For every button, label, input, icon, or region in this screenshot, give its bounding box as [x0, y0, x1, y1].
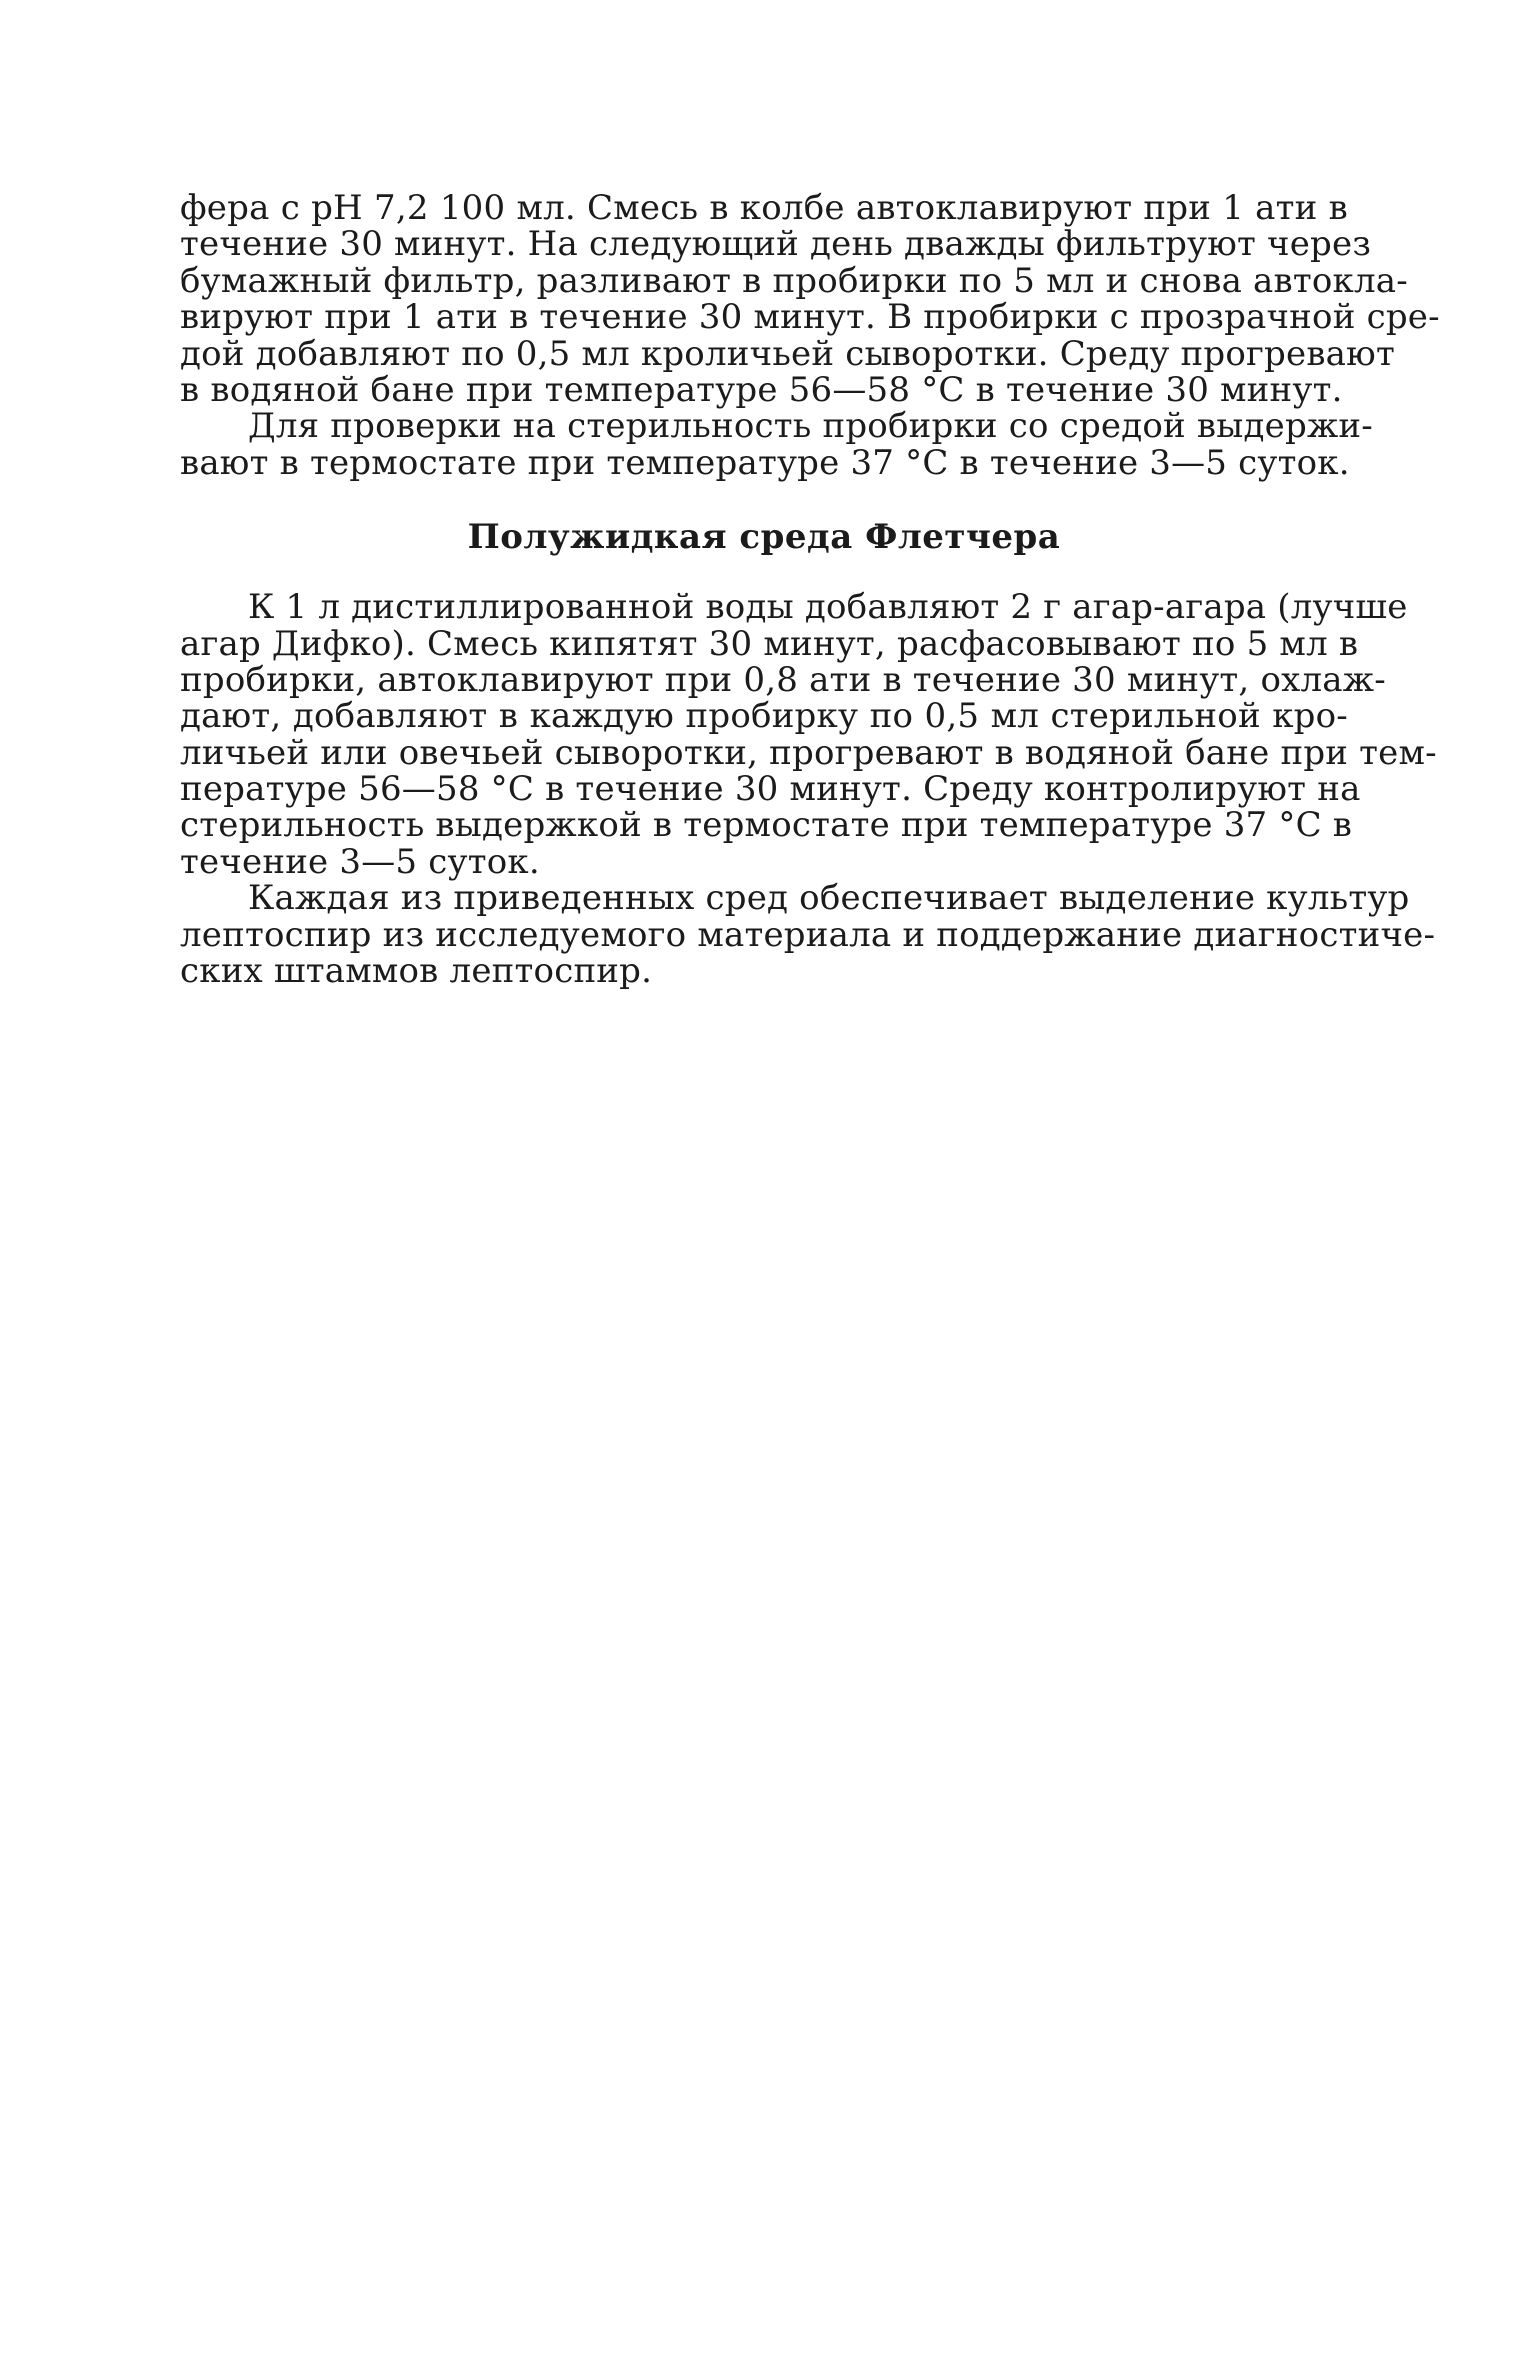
- paragraph-fletcher-recipe: [180, 587, 1437, 882]
- text-line: дой добавляют по 0,5 мл кроличьей сыворотки. Среду прогревают: [180, 333, 1395, 374]
- text-line: вают в термостате при температуре 37 °С в течение 3—5 суток.: [180, 442, 1350, 483]
- text-line: личьей или овечьей сыворотки, прогревают в водяной бане при тем-: [180, 732, 1437, 773]
- text-line: фера с рН 7,2 100 мл. Смесь в колбе автоклавируют при 1 ати в: [180, 188, 1348, 228]
- text-line: пературе 56—58 °С в течение 30 минут. Среду контролируют на: [180, 769, 1361, 810]
- paragraph-medium-preparation: [180, 188, 1440, 410]
- text-line: в водяной бане при температуре 56—58 °С в течение 30 минут.: [180, 369, 1343, 410]
- text-line: агар Дифко). Смесь кипятят 30 минут, расфасовывают по 5 мл в: [180, 623, 1359, 664]
- text-line: К 1 л дистиллированной воды добавляют 2 г агар-агара (лучше: [248, 587, 1408, 628]
- text-line: бумажный фильтр, разливают в пробирки по 5 мл и снова автокла-: [180, 260, 1408, 301]
- text-line: лептоспир из исследуемого материала и поддержание диагностиче-: [180, 914, 1436, 955]
- text-line: стерильность выдержкой в термостате при температуре 37 °С в: [180, 805, 1353, 846]
- text-line: Для проверки на стерильность пробирки со средой выдержи-: [248, 406, 1373, 447]
- text-line: Каждая из приведенных сред обеспечивает выделение культур: [248, 878, 1410, 919]
- section-heading: Полужидкая среда Флетчера: [467, 517, 1061, 558]
- text-line: течение 30 минут. На следующий день дважды фильтруют через: [180, 224, 1372, 265]
- text-line: дают, добавляют в каждую пробирку по 0,5 мл стерильной кро-: [180, 696, 1348, 737]
- text-line: вируют при 1 ати в течение 30 минут. В пробирки с прозрачной сре-: [180, 297, 1440, 338]
- paragraph-sterility-check: [180, 406, 1373, 483]
- text-body: [180, 188, 1440, 992]
- paragraph-conclusion: [180, 878, 1436, 992]
- text-line: течение 3—5 суток.: [180, 841, 540, 882]
- text-line: пробирки, автоклавируют при 0,8 ати в течение 30 минут, охлаж-: [180, 659, 1386, 700]
- text-line: ских штаммов лептоспир.: [180, 951, 653, 992]
